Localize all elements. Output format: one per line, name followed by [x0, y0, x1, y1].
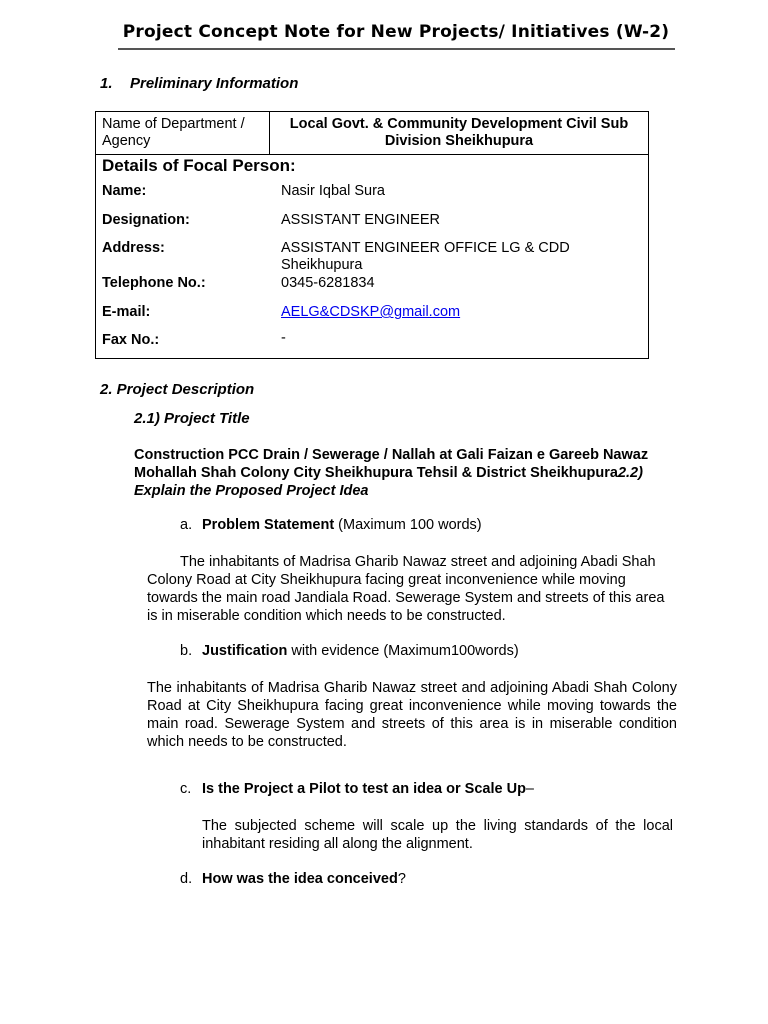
- section-1-title: Preliminary Information: [130, 75, 299, 92]
- email-label: E-mail:: [102, 304, 151, 320]
- focal-person-heading: Details of Focal Person:: [102, 156, 296, 175]
- item-c-letter: c.: [180, 781, 192, 797]
- address-label: Address:: [102, 240, 165, 256]
- section-2-1-heading: 2.1) Project Title: [134, 410, 250, 427]
- section-2-2-heading: 2.2) Explain the Proposed Project Idea: [134, 465, 643, 499]
- telephone-label: Telephone No.:: [102, 275, 206, 291]
- item-c-note: –: [525, 781, 534, 797]
- email-link[interactable]: AELG&CDSKP@gmail.com: [281, 304, 461, 320]
- name-value: Nasir Iqbal Sura: [281, 183, 385, 199]
- department-value: Local Govt. & Community Development Civil Sub Division Sheikhupura: [289, 116, 629, 149]
- item-d: [180, 871, 406, 887]
- column-divider: [269, 112, 270, 154]
- item-d-title: How was the idea conceived: [202, 871, 398, 887]
- section-1-number: 1.: [100, 75, 113, 92]
- department-row: [96, 112, 648, 155]
- page-title: Project Concept Note for New Projects/ Initiatives (W-2): [122, 22, 670, 42]
- item-b-note: with evidence (Maximum100words): [287, 643, 519, 659]
- item-a-title: Problem Statement: [202, 517, 335, 533]
- telephone-value: 0345-6281834: [281, 275, 375, 291]
- designation-label: Designation:: [102, 212, 190, 228]
- item-c: [180, 781, 534, 797]
- fax-label: Fax No.:: [102, 332, 160, 348]
- item-d-note: ?: [397, 871, 406, 887]
- item-b-letter: b.: [180, 643, 193, 659]
- scale-up-paragraph: The subjected scheme will scale up the living standards of the local inhabitant residing all along the alignment.: [202, 818, 673, 852]
- section-1-heading: [100, 75, 298, 92]
- name-label: Name:: [102, 183, 147, 199]
- item-a: [180, 517, 482, 533]
- project-title-text: Construction PCC Drain / Sewerage / Nallah at Gali Faizan e Gareeb Nawaz Mohallah Shah Colony City Sheikhupura Tehsil & District Sheikhupura: [134, 447, 649, 481]
- department-label: Name of Department / Agency: [102, 116, 245, 149]
- project-title: [134, 446, 694, 500]
- justification-paragraph: The inhabitants of Madrisa Gharib Nawaz street and adjoining Abadi Shah Colony Road at City Sheikhupura facing great inconvenience while moving towards the main road. Sewerage System and streets of this area is in miserable condition which needs to be constructed.: [147, 680, 677, 750]
- preliminary-info-table: [95, 111, 649, 359]
- item-c-title: Is the Project a Pilot to test an idea or Scale Up: [202, 781, 526, 797]
- item-a-letter: a.: [180, 517, 193, 533]
- item-b-title: Justification: [202, 643, 288, 659]
- problem-statement-paragraph: The inhabitants of Madrisa Gharib Nawaz street and adjoining Abadi Shah Colony Road at City Sheikhupura facing great inconvenience while moving towards the main road Jandiala Road. Sewerage System and streets of this area is in miserable condition which needs to be constructed.: [147, 554, 665, 624]
- item-d-letter: d.: [180, 871, 193, 887]
- designation-value: ASSISTANT ENGINEER: [281, 212, 440, 228]
- title-underline: [118, 48, 675, 50]
- fax-value: -: [281, 330, 286, 346]
- address-value: ASSISTANT ENGINEER OFFICE LG & CDD Sheikhupura: [281, 240, 570, 273]
- email-value: [281, 304, 641, 321]
- item-a-note: (Maximum 100 words): [334, 517, 482, 533]
- section-2-heading: 2. Project Description: [100, 381, 255, 398]
- item-b: [180, 643, 519, 659]
